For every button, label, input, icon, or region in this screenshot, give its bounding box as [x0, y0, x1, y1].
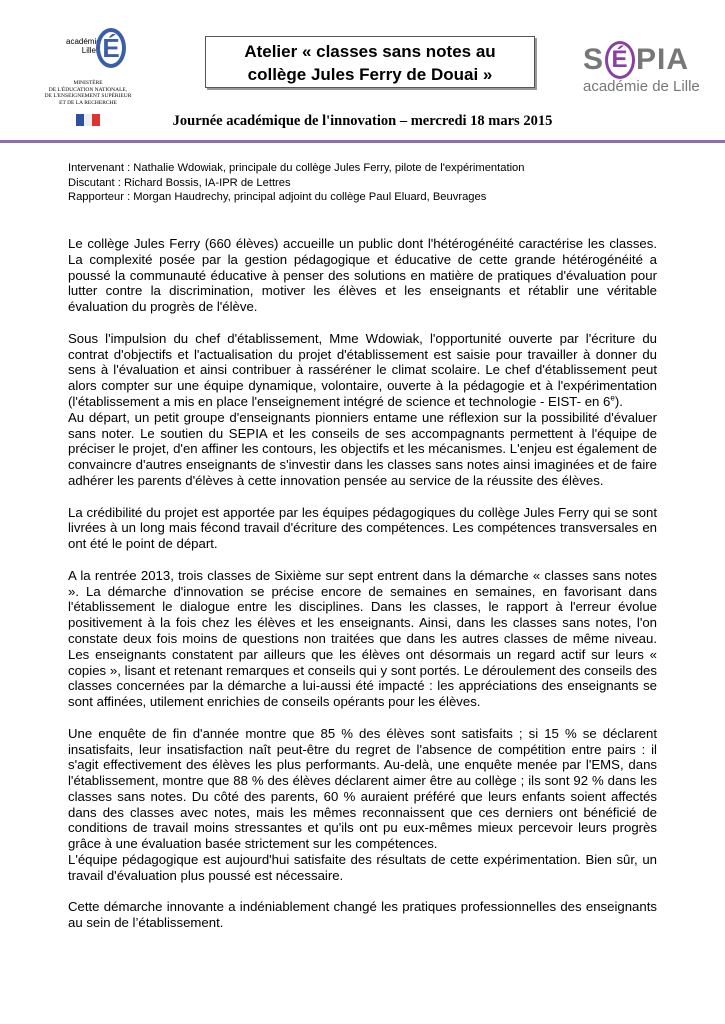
logo-text: Lille — [81, 46, 96, 55]
e-logo-icon: É — [96, 28, 126, 68]
paragraph: Sous l'impulsion du chef d'établissement, Mme Wdowiak, l'opportunité ouverte par l'écriture du contrat d'objectifs et l'actualisation du projet d'établissement est saisie pour travailler à donner du sens à l'évaluation et ainsi contribuer à rasséréner le climat scolaire. Le chef d'établissement peut alors compter sur une équipe dynamique, volontaire, ouverte à la pédagogie et à l'expérimentation (l'établissement a mis en place l'enseignement intégré de science et technologie - EIST- en 6e). — [68, 330, 657, 409]
event-subtitle: Journée académique de l'innovation – mercredi 18 mars 2015 — [172, 113, 553, 129]
document-title: Atelier « classes sans notes au collège Jules Ferry de Douai » — [205, 36, 535, 88]
logo-text: académie — [66, 37, 101, 46]
paragraph: Au départ, un petit groupe d'enseignants pionniers entame une réflexion sur la possibilité d'évaluer sans noter. Le soutien du SEPIA et les conseils de ses accompagnants permettent à l'équipe de préciser le projet, d'en affiner les contours, les objectifs et les mécanismes. L'enjeu est également de convaincre d'autres enseignants de s'investir dans les classes sans notes ainsi imaginées et de faire adhérer les parents d'élèves à cette innovation pensée au service de la réussite des élèves. — [68, 409, 657, 488]
document-body — [68, 236, 657, 931]
paragraph: A la rentrée 2013, trois classes de Sixième sur sept entrent dans la démarche « classes sans notes ». La démarche d'innovation se précise encore de semaines en semaines, en favorisant dans l'établissement le dialogue entre les disciplines. Dans les classes, le rapport à l'erreur évolue positivement à la fois chez les élèves et les enseignants. Ainsi, dans les classes sans notes, l'on constate deux fois moins de questions non traitées que dans les autres classes de même niveau. Les enseignants constatent par ailleurs que les élèves ont désormais un regard actif sur leurs « copies », lisant et retenant remarques et conseils qui y sont portés. Le déroulement des conseils des classes concernées par la démarche a lui-aussi été impacté : les appréciations des enseignants se sont affinées, utilement enrichies de conseils opérants pour les élèves. — [68, 567, 657, 710]
rapporteur: Rapporteur : Morgan Haudrechy, principal adjoint du collège Paul Eluard, Beuvrages — [68, 191, 487, 203]
paragraph: L'équipe pédagogique est aujourd'hui satisfaite des résultats de cette expérimentation. Bien sûr, un travail d'évaluation plus poussé est nécessaire. — [68, 852, 657, 883]
header-divider — [0, 140, 725, 143]
intervenant: Intervenant : Nathalie Wdowiak, principale du collège Jules Ferry, pilote de l'expérimentation — [68, 162, 525, 174]
ministere-text: MINISTÈRE DE L'ÉDUCATION NATIONALE, DE L'ENSEIGNEMENT SUPÉRIEUR ET DE LA RECHERCHE — [44, 80, 132, 106]
sepia-logo: S É PIA académie de Lille — [583, 43, 700, 95]
discutant: Discutant : Richard Bossis, IA-IPR de Lettres — [68, 176, 291, 189]
paragraph: La crédibilité du projet est apportée par les équipes pédagogiques du collège Jules Ferry qui se sont livrées à un long mais fécond travail d'écriture des compétences. Les compétences transversales en ont été le point de départ. — [68, 504, 657, 552]
paragraph: Une enquête de fin d'année montre que 85 % des élèves sont satisfaits ; si 15 % se déclarent insatisfaits, leur insatisfaction naît peut-être du regret de l'absence de compétition entre pairs : il s'agit effectivement des élèves les plus performants. Au-delà, une enquête menée par l'EMS, dans l'établissement, montre que 88 % des élèves déclarent aimer être au collège ; ils sont 92 % dans les classes sans notes. Du côté des parents, 60 % auraient préféré que leurs enfants soient affectés dans des classes avec notes, mais les mêmes reconnaissent que ces derniers ont bénéficié de conditions de travail moins stressantes et qu'ils ont pu eux-mêmes mieux percevoir leurs progrès grâce à une évaluation basée strictement sur les compétences. — [68, 725, 657, 852]
credits — [68, 161, 525, 205]
paragraph: Le collège Jules Ferry (660 élèves) accueille un public dont l'hétérogénéité caractérise les classes. La complexité posée par la gestion pédagogique et éducative de cette grande hétérogénéité a poussé la communauté éducative à penser des solutions en matière de pratiques d'évaluation pour lutter contre la discrimination, motiver les élèves et les enseignants et rétablir une véritable évaluation du progrès de l'élève. — [68, 236, 657, 315]
academie-lille-logo — [38, 22, 138, 126]
paragraph: Cette démarche innovante a indéniablement changé les pratiques professionnelles des enseignants au sein de l’établissement. — [68, 899, 657, 931]
